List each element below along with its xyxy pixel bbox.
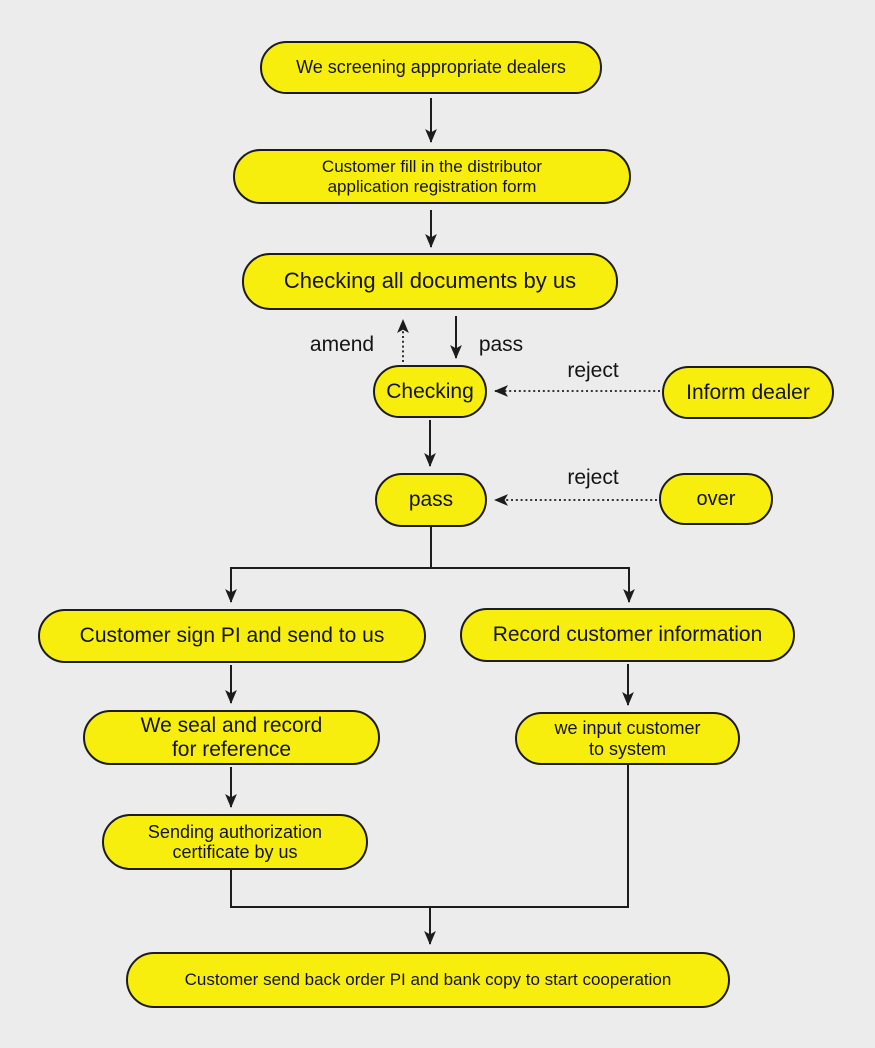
node-fill-registration-form-line1: Customer fill in the distributor [321,157,543,177]
node-check-documents-label: Checking all documents by us [283,268,577,294]
node-sign-pi-label: Customer sign PI and send to us [79,624,385,648]
node-seal-and-record [83,710,380,765]
node-record-customer-info [460,608,795,662]
label-amend: amend [309,333,375,356]
node-over [659,473,773,525]
label-reject-checking: reject [567,359,619,382]
node-fill-registration-form-line2: application registration form [327,176,537,196]
node-inform-dealer [662,366,834,419]
node-seal-and-record-line1: We seal and record [140,713,323,737]
node-over-label: over [696,487,736,510]
node-fill-registration-form [233,149,631,204]
node-seal-and-record-line2: for reference [171,737,292,761]
node-send-authorization-certificate [102,814,368,870]
node-pass-label: pass [408,488,454,512]
node-input-customer-to-system-line2: to system [588,738,667,759]
node-checking-label: Checking [386,379,474,403]
node-screening-dealers [260,41,602,94]
node-pass [375,473,487,527]
node-sign-pi [38,609,426,663]
node-send-authorization-certificate-line2: certificate by us [172,842,298,862]
node-inform-dealer-label: Inform dealer [686,380,810,404]
node-record-customer-info-label: Record customer information [492,623,763,647]
node-input-customer-to-system [515,712,740,765]
label-reject-pass: reject [567,466,619,489]
node-final-cooperation [126,952,730,1008]
node-final-cooperation-label: Customer send back order PI and bank copy to start cooperation [184,970,672,990]
node-check-documents [242,253,618,310]
node-checking [373,365,487,418]
node-send-authorization-certificate-line1: Sending authorization [147,821,323,842]
label-pass-branch: pass [478,333,524,356]
node-screening-dealers-label: We screening appropriate dealers [296,57,566,78]
node-input-customer-to-system-line1: we input customer [554,718,701,739]
